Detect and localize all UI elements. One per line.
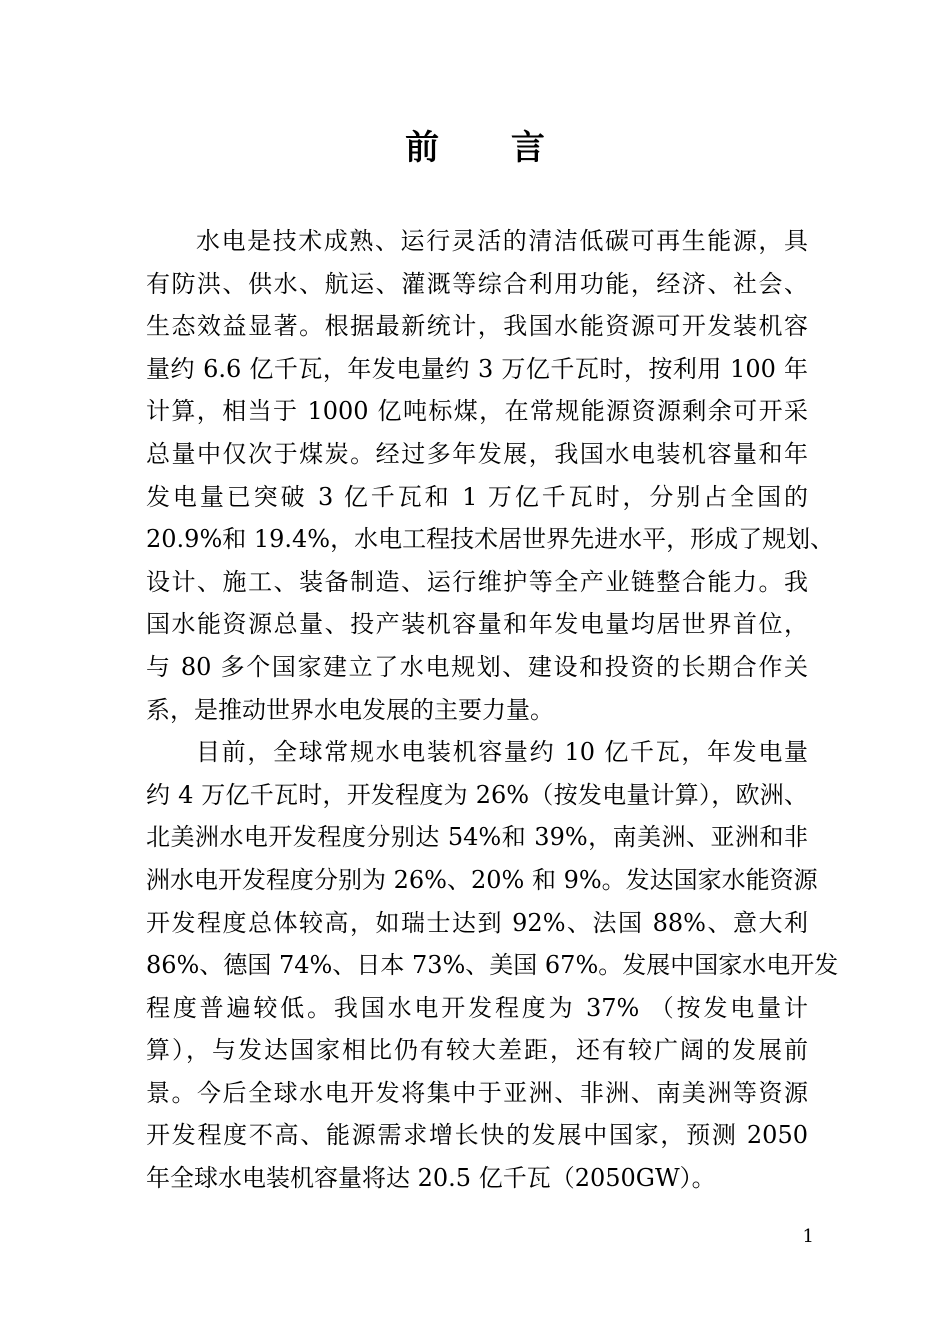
text-line: 生态效益显著。根据最新统计，我国水能资源可开发装机容: [146, 312, 808, 341]
text-line: 景。今后全球水电开发将集中于亚洲、非洲、南美洲等资源: [146, 1078, 808, 1107]
text-line: 总量中仅次于煤炭。经过多年发展，我国水电装机容量和年: [146, 439, 808, 468]
text-line: 北美洲水电开发程度分别达 54%和 39%，南美洲、亚洲和非: [146, 823, 808, 852]
text-line: 发电量已突破 3 亿千瓦和 1 万亿千瓦时，分别占全国的: [146, 482, 808, 511]
text-line: 算），与发达国家相比仍有较大差距，还有较广阔的发展前: [146, 1036, 808, 1065]
text-line: 量约 6.6 亿千瓦，年发电量约 3 万亿千瓦时，按利用 100 年: [146, 354, 808, 383]
text-line: 年全球水电装机容量将达 20.5 亿千瓦（2050GW）。: [146, 1164, 716, 1193]
text-line: 86%、德国 74%、日本 73%、美国 67%。发展中国家水电开发: [146, 951, 839, 980]
text-line: 计算，相当于 1000 亿吨标煤，在常规能源资源剩余可开采: [146, 397, 808, 426]
body-text: [146, 220, 839, 1200]
text-line: 约 4 万亿千瓦时，开发程度为 26%（按发电量计算），欧洲、: [146, 780, 808, 809]
text-line: 系，是推动世界水电发展的主要力量。: [146, 695, 554, 724]
text-line: 与 80 多个国家建立了水电规划、建设和投资的长期合作关: [146, 652, 808, 681]
text-line: 设计、施工、装备制造、运行维护等全产业链整合能力。我: [146, 567, 808, 596]
text-line: 洲水电开发程度分别为 26%、20% 和 9%。发达国家水能资源: [146, 865, 818, 894]
text-line: 国水能资源总量、投产装机容量和年发电量均居世界首位，: [146, 610, 808, 639]
text-line: 水电是技术成熟、运行灵活的清洁低碳可再生能源，具: [196, 227, 808, 255]
text-line: 程度普遍较低。我国水电开发程度为 37% （按发电量计: [146, 993, 808, 1022]
text-line: 目前，全球常规水电装机容量约 10 亿千瓦，年发电量: [196, 738, 808, 767]
page-number: 1: [802, 1226, 814, 1247]
text-line: 20.9%和 19.4%，水电工程技术居世界先进水平，形成了规划、: [146, 525, 835, 554]
text-line: 开发程度总体较高，如瑞士达到 92%、法国 88%、意大利: [146, 908, 808, 937]
text-line: 有防洪、供水、航运、灌溉等综合利用功能，经济、社会、: [146, 269, 808, 298]
text-line: 开发程度不高、能源需求增长快的发展中国家，预测 2050: [146, 1121, 808, 1150]
page-title: 前 言: [405, 128, 575, 168]
